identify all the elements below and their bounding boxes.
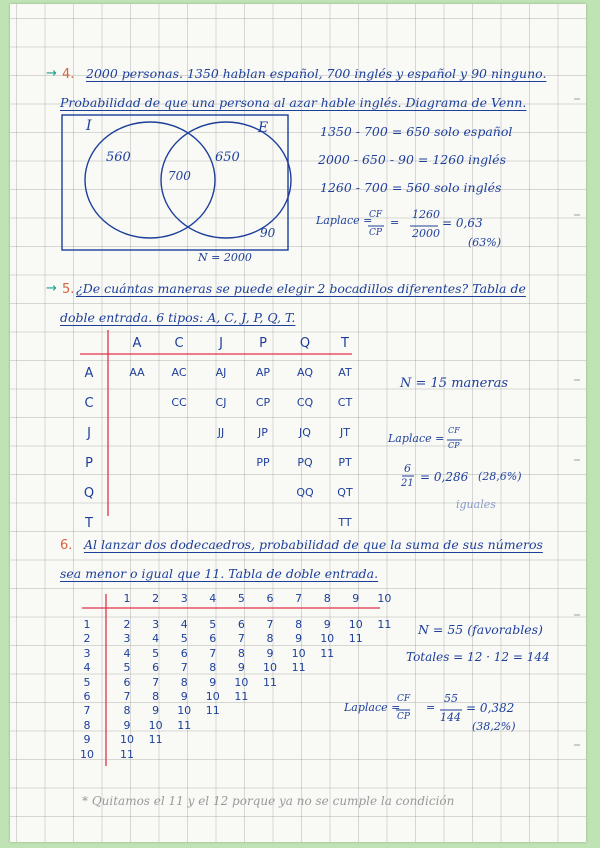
table-cell: AP bbox=[255, 366, 271, 379]
table-cell: 6 bbox=[152, 661, 160, 675]
venn-value-none: 90 bbox=[260, 226, 276, 240]
problem-statement: 2000 personas. 1350 hablan español, 700 inglés y español y 90 ninguno. bbox=[86, 66, 547, 81]
laplace-label: Laplace = bbox=[344, 701, 401, 714]
table-cell: 7 bbox=[123, 690, 131, 703]
table-cell: 7 bbox=[152, 675, 160, 689]
table-cell: QQ bbox=[296, 486, 314, 499]
notebook-page bbox=[10, 4, 586, 842]
table-cell: CC bbox=[171, 396, 187, 409]
calc-line: 1260 - 700 = 560 solo inglés bbox=[320, 180, 502, 195]
result-percent: (63%) bbox=[468, 236, 502, 249]
table-cell: 5 bbox=[152, 646, 160, 660]
venn-total: N = 2000 bbox=[198, 251, 252, 264]
laplace-label: Laplace = bbox=[316, 214, 373, 227]
table-cell: 7 bbox=[180, 661, 188, 675]
table-row-header: 10 bbox=[80, 747, 94, 761]
calc-line: 2000 - 650 - 90 = 1260 inglés bbox=[318, 152, 506, 167]
table-cell: 9 bbox=[209, 675, 217, 689]
fraction-denominator: CP bbox=[448, 441, 460, 450]
table-cell: 4 bbox=[123, 646, 131, 660]
table-cell: 10 bbox=[177, 704, 192, 718]
table-cell: 9 bbox=[323, 618, 331, 631]
table-cell: 8 bbox=[123, 704, 131, 718]
problem-number: 4. bbox=[62, 67, 75, 82]
table-cell: PT bbox=[338, 456, 352, 469]
table-cell: PP bbox=[256, 456, 270, 469]
table-row-header: A bbox=[84, 366, 94, 381]
table-cell: 11 bbox=[177, 718, 192, 732]
fraction-numerator: 1260 bbox=[412, 208, 440, 221]
table-cell: CQ bbox=[296, 396, 314, 409]
fraction-denominator: CP bbox=[369, 228, 382, 238]
table-cell: JJ bbox=[217, 426, 225, 439]
table-cell: 9 bbox=[237, 661, 245, 675]
table-col-header: 5 bbox=[237, 592, 245, 605]
problem-number: 6. bbox=[60, 538, 73, 553]
table-cell: AA bbox=[129, 366, 145, 379]
table-cell: 9 bbox=[123, 718, 131, 732]
table-cell: 11 bbox=[205, 704, 220, 718]
table-row-header: 9 bbox=[83, 733, 91, 747]
table-cell: 6 bbox=[237, 618, 245, 631]
fraction-denominator: CP bbox=[397, 712, 410, 722]
table-cell: 11 bbox=[148, 733, 163, 747]
problem-number: 5. bbox=[62, 282, 75, 297]
table-cell: 10 bbox=[120, 733, 134, 747]
arrow-marker: → bbox=[46, 66, 57, 81]
problem-statement: Probabilidad de que una persona al azar hable inglés. Diagrama de Venn. bbox=[60, 95, 527, 110]
table-cell: 11 bbox=[320, 646, 335, 660]
fraction-numerator: 6 bbox=[404, 462, 411, 475]
table-cell: 9 bbox=[180, 690, 188, 703]
table-row-header: 7 bbox=[83, 704, 91, 718]
table-cell: 8 bbox=[180, 675, 188, 689]
table-row-header: 4 bbox=[83, 661, 91, 675]
table-cell: TT bbox=[338, 516, 352, 529]
table-cell: 7 bbox=[266, 618, 274, 631]
table-row-header: C bbox=[84, 396, 94, 411]
table-cell: 10 bbox=[291, 646, 306, 660]
fraction-numerator: CF bbox=[369, 210, 383, 220]
table-col-header: J bbox=[219, 336, 223, 351]
table-cell: 9 bbox=[266, 646, 274, 660]
venn-label-i: I bbox=[86, 118, 92, 134]
table-cell: 4 bbox=[152, 632, 160, 646]
equals-sign: = bbox=[426, 701, 436, 714]
table-col-header: Q bbox=[299, 336, 311, 351]
table-cell: 9 bbox=[295, 632, 303, 646]
venn-value-only-e: 650 bbox=[215, 150, 240, 165]
table-cell: 8 bbox=[237, 646, 245, 660]
table-cell: CT bbox=[337, 396, 353, 409]
table-cell: 10 bbox=[205, 690, 220, 703]
table-cell: CP bbox=[255, 396, 271, 409]
table-cell: 8 bbox=[209, 661, 217, 675]
table-cell: 7 bbox=[237, 632, 245, 646]
table-cell: AT bbox=[338, 366, 352, 379]
table-cell: 8 bbox=[152, 690, 160, 703]
venn-value-both: 700 bbox=[168, 169, 191, 183]
table-col-header: 7 bbox=[295, 592, 303, 605]
table-col-header: 8 bbox=[323, 592, 331, 605]
calc-line: 1350 - 700 = 650 solo español bbox=[320, 124, 513, 139]
table-col-header: 3 bbox=[180, 592, 188, 605]
table-cell: 5 bbox=[180, 632, 188, 646]
problem-statement: sea menor o igual que 11. Tabla de doble entrada. bbox=[60, 566, 379, 581]
table-cell: 11 bbox=[377, 618, 392, 631]
problem-statement: Al lanzar dos dodecaedros, probabilidad de que la suma de sus números bbox=[84, 537, 543, 552]
equals-sign: = bbox=[390, 216, 400, 229]
table-cell: CJ bbox=[215, 396, 227, 409]
table-cell: 10 bbox=[348, 618, 363, 631]
table-cell: JP bbox=[258, 426, 268, 439]
table-cell: AJ bbox=[215, 366, 227, 379]
fraction-denominator: 21 bbox=[401, 478, 414, 489]
table-col-header: P bbox=[259, 336, 267, 351]
table-col-header: 6 bbox=[266, 592, 274, 605]
table-col-header: A bbox=[132, 336, 142, 351]
table-row-header: 1 bbox=[83, 618, 91, 631]
table-cell: 7 bbox=[209, 646, 217, 660]
laplace-label: Laplace = bbox=[388, 432, 445, 445]
fraction-numerator: CF bbox=[397, 694, 411, 704]
arrow-marker: → bbox=[46, 281, 57, 296]
table-cell: 10 bbox=[320, 632, 335, 646]
table-cell: 11 bbox=[120, 747, 134, 761]
table-cell: 11 bbox=[291, 661, 306, 675]
table-cell: QT bbox=[337, 486, 353, 499]
table-cell: 9 bbox=[152, 704, 160, 718]
fraction-denominator: 2000 bbox=[412, 227, 440, 240]
table-cell: 11 bbox=[348, 632, 363, 646]
table-row-header: 8 bbox=[83, 718, 91, 732]
table-cell: 5 bbox=[209, 618, 217, 631]
table-row-header: 5 bbox=[83, 675, 91, 689]
venn-value-only-i: 560 bbox=[106, 150, 131, 165]
table-cell: 2 bbox=[123, 618, 131, 631]
table-col-header: 1 bbox=[123, 592, 131, 605]
result-percent: (38,2%) bbox=[472, 720, 516, 733]
note: iguales bbox=[456, 498, 496, 511]
table-cell: JT bbox=[340, 426, 350, 439]
table-col-header: 4 bbox=[209, 592, 217, 605]
table-cell: 5 bbox=[123, 661, 131, 675]
fraction-numerator: 55 bbox=[444, 692, 458, 705]
table-row-header: Q bbox=[83, 486, 95, 501]
table-cell: 11 bbox=[234, 690, 249, 703]
totales: Totales = 12 · 12 = 144 bbox=[406, 650, 550, 664]
table-cell: AC bbox=[171, 366, 187, 379]
result: = 0,63 bbox=[442, 216, 483, 230]
table-cell: 11 bbox=[263, 675, 277, 689]
result: = 0,286 bbox=[420, 470, 469, 484]
table-cell: AQ bbox=[297, 366, 313, 379]
table-row-header: J bbox=[87, 426, 91, 441]
table-row-header: 3 bbox=[83, 646, 91, 660]
venn-label-e: E bbox=[258, 120, 269, 136]
n-result: N = 55 (favorables) bbox=[418, 622, 543, 637]
table-cell: JQ bbox=[299, 426, 311, 439]
fraction-numerator: CF bbox=[448, 426, 460, 435]
table-col-header: 9 bbox=[352, 592, 360, 605]
problem-statement: ¿De cuántas maneras se puede elegir 2 bocadillos diferentes? Tabla de bbox=[76, 281, 526, 296]
result-percent: (28,6%) bbox=[478, 470, 522, 483]
table-cell: 10 bbox=[263, 661, 277, 675]
table-cell: 3 bbox=[123, 632, 131, 646]
n-result: N = 15 maneras bbox=[400, 376, 508, 391]
table-cell: 4 bbox=[180, 618, 188, 631]
footnote: * Quitamos el 11 y el 12 porque ya no se cumple la condición bbox=[82, 794, 455, 808]
fraction-denominator: 144 bbox=[440, 711, 461, 724]
table-row-header: 6 bbox=[83, 690, 91, 703]
table-col-header: T bbox=[341, 336, 349, 351]
table-cell: 6 bbox=[180, 646, 188, 660]
table-cell: 3 bbox=[152, 618, 160, 631]
table-cell: 10 bbox=[148, 718, 163, 732]
table-col-header: C bbox=[174, 336, 184, 351]
table-row-header: P bbox=[85, 456, 93, 471]
venn-circle-i bbox=[85, 122, 215, 238]
problem-statement: doble entrada. 6 tipos: A, C, J, P, Q, T. bbox=[60, 310, 296, 325]
result: = 0,382 bbox=[466, 701, 515, 715]
table-col-header: 2 bbox=[152, 592, 160, 605]
table-cell: 8 bbox=[295, 618, 303, 631]
table-row-header: 2 bbox=[83, 632, 91, 646]
table-row-header: T bbox=[85, 516, 93, 531]
table-col-header: 10 bbox=[377, 592, 392, 605]
table-cell: 6 bbox=[209, 632, 217, 646]
table-cell: PQ bbox=[297, 456, 313, 469]
table-cell: 10 bbox=[234, 675, 249, 689]
table-cell: 8 bbox=[266, 632, 274, 646]
table-cell: 6 bbox=[123, 675, 131, 689]
